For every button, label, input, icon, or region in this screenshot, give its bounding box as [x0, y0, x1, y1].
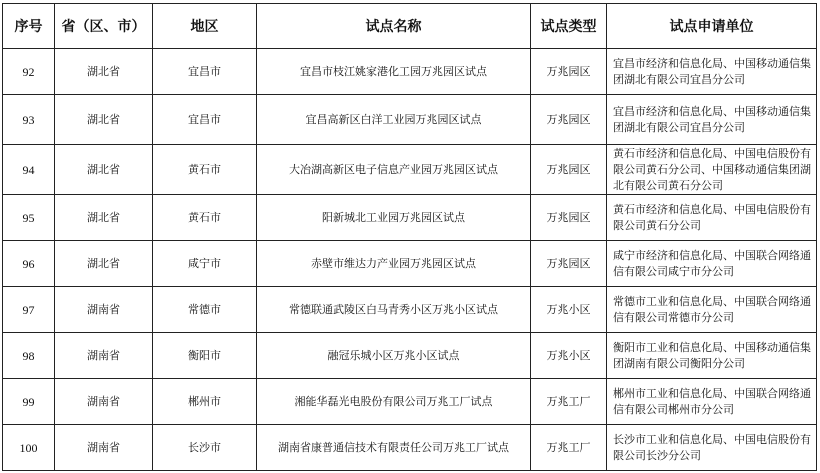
cell-province: 湖北省 — [55, 195, 153, 241]
table-row — [3, 241, 817, 287]
cell-unit: 郴州市工业和信息化局、中国联合网络通信有限公司郴州市分公司 — [607, 379, 817, 425]
cell-province: 湖北省 — [55, 95, 153, 145]
cell-region: 郴州市 — [153, 379, 257, 425]
cell-region: 宜昌市 — [153, 95, 257, 145]
cell-name: 湖南省康普通信技术有限责任公司万兆工厂试点 — [257, 425, 531, 471]
cell-no: 96 — [3, 241, 55, 287]
cell-name: 赤壁市维达力产业园万兆园区试点 — [257, 241, 531, 287]
cell-type: 万兆小区 — [531, 287, 607, 333]
cell-region: 宜昌市 — [153, 49, 257, 95]
cell-type: 万兆园区 — [531, 145, 607, 195]
table-row — [3, 333, 817, 379]
cell-unit: 宜昌市经济和信息化局、中国移动通信集团湖北有限公司宜昌分公司 — [607, 95, 817, 145]
cell-region: 衡阳市 — [153, 333, 257, 379]
cell-name: 常德联通武陵区白马青秀小区万兆小区试点 — [257, 287, 531, 333]
cell-region: 黄石市 — [153, 145, 257, 195]
cell-type: 万兆园区 — [531, 49, 607, 95]
cell-region: 咸宁市 — [153, 241, 257, 287]
cell-province: 湖南省 — [55, 287, 153, 333]
table-row — [3, 145, 817, 195]
cell-type: 万兆园区 — [531, 195, 607, 241]
table-row — [3, 195, 817, 241]
header-unit: 试点申请单位 — [607, 4, 817, 49]
cell-region: 长沙市 — [153, 425, 257, 471]
cell-region: 常德市 — [153, 287, 257, 333]
cell-type: 万兆工厂 — [531, 379, 607, 425]
table-row — [3, 49, 817, 95]
cell-no: 97 — [3, 287, 55, 333]
cell-province: 湖北省 — [55, 49, 153, 95]
cell-name: 湘能华磊光电股份有限公司万兆工厂试点 — [257, 379, 531, 425]
cell-region: 黄石市 — [153, 195, 257, 241]
cell-province: 湖南省 — [55, 425, 153, 471]
cell-no: 98 — [3, 333, 55, 379]
cell-province: 湖南省 — [55, 333, 153, 379]
cell-unit: 黄石市经济和信息化局、中国电信股份有限公司黄石分公司 — [607, 195, 817, 241]
cell-name: 阳新城北工业园万兆园区试点 — [257, 195, 531, 241]
cell-no: 100 — [3, 425, 55, 471]
cell-unit: 衡阳市工业和信息化局、中国移动通信集团湖南有限公司衡阳分公司 — [607, 333, 817, 379]
cell-no: 99 — [3, 379, 55, 425]
cell-type: 万兆园区 — [531, 95, 607, 145]
header-region: 地区 — [153, 4, 257, 49]
header-name: 试点名称 — [257, 4, 531, 49]
table-row — [3, 95, 817, 145]
pilot-table — [2, 3, 817, 471]
table-row — [3, 425, 817, 471]
header-row — [3, 4, 817, 49]
cell-no: 92 — [3, 49, 55, 95]
header-province: 省（区、市） — [55, 4, 153, 49]
cell-name: 融冠乐城小区万兆小区试点 — [257, 333, 531, 379]
header-no: 序号 — [3, 4, 55, 49]
table-row — [3, 379, 817, 425]
cell-type: 万兆园区 — [531, 241, 607, 287]
header-type: 试点类型 — [531, 4, 607, 49]
cell-province: 湖南省 — [55, 379, 153, 425]
cell-type: 万兆工厂 — [531, 425, 607, 471]
cell-name: 宜昌高新区白洋工业园万兆园区试点 — [257, 95, 531, 145]
cell-province: 湖北省 — [55, 145, 153, 195]
cell-province: 湖北省 — [55, 241, 153, 287]
cell-unit: 常德市工业和信息化局、中国联合网络通信有限公司常德市分公司 — [607, 287, 817, 333]
table-row — [3, 287, 817, 333]
cell-no: 95 — [3, 195, 55, 241]
cell-no: 93 — [3, 95, 55, 145]
cell-name: 宜昌市枝江姚家港化工园万兆园区试点 — [257, 49, 531, 95]
cell-name: 大冶湖高新区电子信息产业园万兆园区试点 — [257, 145, 531, 195]
cell-no: 94 — [3, 145, 55, 195]
cell-unit: 长沙市工业和信息化局、中国电信股份有限公司长沙分公司 — [607, 425, 817, 471]
cell-unit: 宜昌市经济和信息化局、中国移动通信集团湖北有限公司宜昌分公司 — [607, 49, 817, 95]
cell-type: 万兆小区 — [531, 333, 607, 379]
cell-unit: 黄石市经济和信息化局、中国电信股份有限公司黄石分公司、中国移动通信集团湖北有限公司黄石分公司 — [607, 145, 817, 195]
cell-unit: 咸宁市经济和信息化局、中国联合网络通信有限公司咸宁市分公司 — [607, 241, 817, 287]
